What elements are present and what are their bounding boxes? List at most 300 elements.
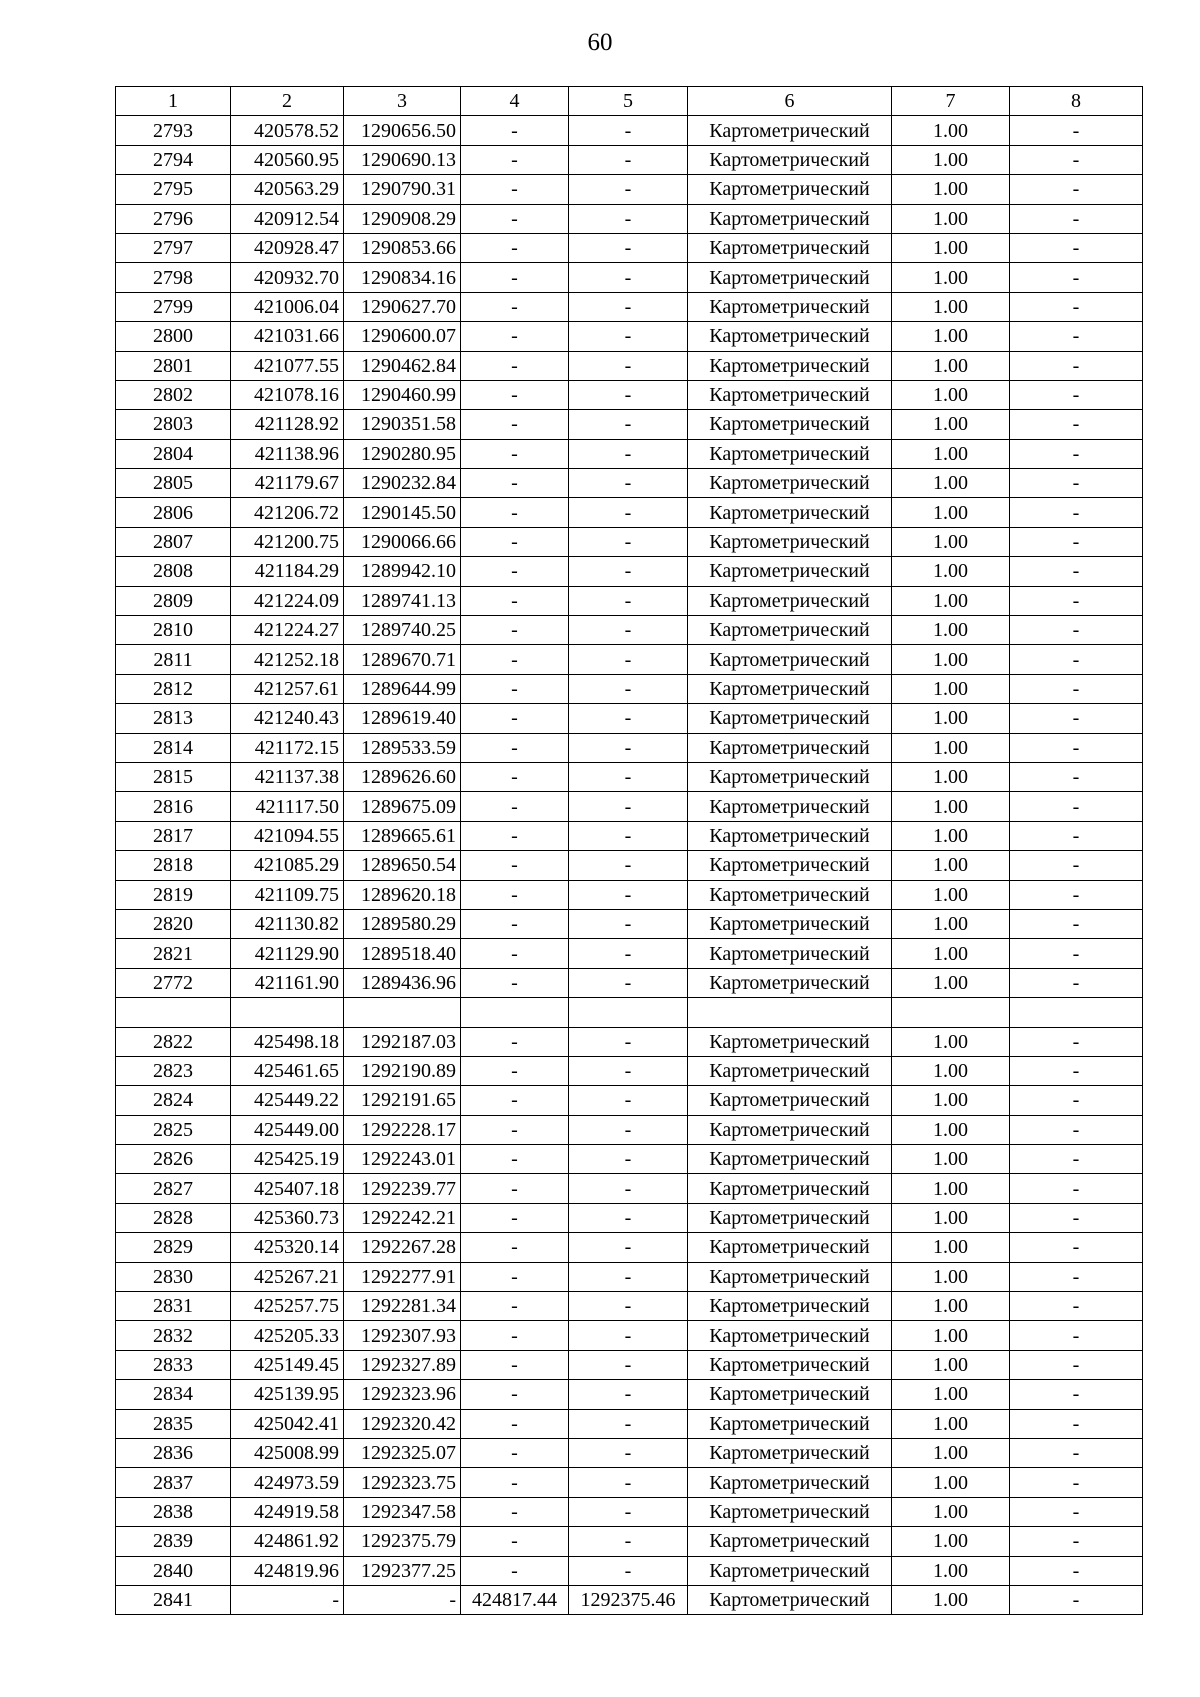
cell-description: - [1010, 704, 1143, 733]
cell-description: - [1010, 1174, 1143, 1203]
cell-point-number [116, 998, 231, 1027]
cell-x-coordinate-new: - [461, 616, 569, 645]
cell-point-number: 2817 [116, 821, 231, 850]
cell-description: - [1010, 1380, 1143, 1409]
cell-y-coordinate: 1289620.18 [344, 880, 461, 909]
table-row [116, 645, 1143, 674]
table-row [116, 733, 1143, 762]
cell-y-coordinate-new: - [569, 410, 688, 439]
page-number: 60 [587, 29, 613, 56]
cell-method: Картометрический [688, 1086, 892, 1115]
table-row [116, 1233, 1143, 1262]
table-row [116, 1527, 1143, 1556]
cell-x-coordinate-new: - [461, 410, 569, 439]
cell-accuracy: 1.00 [892, 1350, 1010, 1379]
cell-method: Картометрический [688, 821, 892, 850]
cell-accuracy: 1.00 [892, 116, 1010, 145]
cell-description: - [1010, 1115, 1143, 1144]
cell-method: Картометрический [688, 116, 892, 145]
cell-accuracy: 1.00 [892, 1174, 1010, 1203]
cell-y-coordinate: 1289580.29 [344, 909, 461, 938]
cell-description: - [1010, 1262, 1143, 1291]
cell-y-coordinate: 1292375.79 [344, 1527, 461, 1556]
cell-method: Картометрический [688, 292, 892, 321]
header-row [116, 87, 1143, 116]
cell-description: - [1010, 204, 1143, 233]
cell-y-coordinate-new: - [569, 1350, 688, 1379]
cell-accuracy: 1.00 [892, 939, 1010, 968]
cell-method: Картометрический [688, 557, 892, 586]
cell-description: - [1010, 1321, 1143, 1350]
cell-x-coordinate: 421129.90 [231, 939, 344, 968]
cell-x-coordinate-new: - [461, 851, 569, 880]
cell-method: Картометрический [688, 1380, 892, 1409]
cell-x-coordinate: 425320.14 [231, 1233, 344, 1262]
cell-accuracy: 1.00 [892, 498, 1010, 527]
cell-accuracy: 1.00 [892, 292, 1010, 321]
cell-accuracy: 1.00 [892, 1262, 1010, 1291]
cell-x-coordinate-new: - [461, 1556, 569, 1585]
table-row [116, 880, 1143, 909]
cell-description: - [1010, 1556, 1143, 1585]
cell-y-coordinate-new: - [569, 586, 688, 615]
cell-x-coordinate-new: - [461, 204, 569, 233]
cell-method: Картометрический [688, 645, 892, 674]
cell-point-number: 2798 [116, 263, 231, 292]
cell-x-coordinate: 420563.29 [231, 175, 344, 204]
table-row [116, 410, 1143, 439]
cell-point-number: 2799 [116, 292, 231, 321]
cell-accuracy: 1.00 [892, 733, 1010, 762]
table-row [116, 1203, 1143, 1232]
cell-description: - [1010, 1497, 1143, 1526]
cell-y-coordinate-new: - [569, 792, 688, 821]
cell-y-coordinate-new: - [569, 1321, 688, 1350]
cell-x-coordinate: 421184.29 [231, 557, 344, 586]
cell-accuracy: 1.00 [892, 469, 1010, 498]
table-row [116, 1585, 1143, 1614]
cell-x-coordinate: 421085.29 [231, 851, 344, 880]
cell-y-coordinate: 1289942.10 [344, 557, 461, 586]
cell-x-coordinate-new: - [461, 1468, 569, 1497]
cell-y-coordinate-new: - [569, 674, 688, 703]
cell-y-coordinate: 1289644.99 [344, 674, 461, 703]
cell-description: - [1010, 116, 1143, 145]
cell-description: - [1010, 1438, 1143, 1467]
cell-accuracy: 1.00 [892, 175, 1010, 204]
table-row [116, 821, 1143, 850]
cell-y-coordinate: 1289675.09 [344, 792, 461, 821]
cell-point-number: 2803 [116, 410, 231, 439]
cell-x-coordinate-new: - [461, 351, 569, 380]
cell-x-coordinate: 420578.52 [231, 116, 344, 145]
cell-method: Картометрический [688, 733, 892, 762]
cell-method: Картометрический [688, 1174, 892, 1203]
cell-y-coordinate-new: - [569, 1438, 688, 1467]
cell-point-number: 2830 [116, 1262, 231, 1291]
cell-x-coordinate: 421179.67 [231, 469, 344, 498]
cell-x-coordinate-new: - [461, 439, 569, 468]
cell-method: Картометрический [688, 1556, 892, 1585]
cell-x-coordinate-new: - [461, 1115, 569, 1144]
cell-description: - [1010, 939, 1143, 968]
cell-x-coordinate: 425139.95 [231, 1380, 344, 1409]
cell-point-number: 2811 [116, 645, 231, 674]
cell-y-coordinate-new: - [569, 968, 688, 997]
cell-description: - [1010, 821, 1143, 850]
cell-method: Картометрический [688, 145, 892, 174]
cell-point-number: 2813 [116, 704, 231, 733]
table-row [116, 351, 1143, 380]
cell-description: - [1010, 1027, 1143, 1056]
cell-x-coordinate: 425257.75 [231, 1292, 344, 1321]
cell-y-coordinate-new: - [569, 527, 688, 556]
cell-x-coordinate: 421031.66 [231, 322, 344, 351]
cell-y-coordinate-new: - [569, 880, 688, 909]
cell-method: Картометрический [688, 175, 892, 204]
cell-point-number: 2797 [116, 233, 231, 262]
cell-accuracy: 1.00 [892, 1086, 1010, 1115]
cell-point-number: 2815 [116, 762, 231, 791]
cell-x-coordinate-new: - [461, 527, 569, 556]
cell-point-number: 2822 [116, 1027, 231, 1056]
column-header: 8 [1010, 87, 1143, 116]
cell-method: Картометрический [688, 762, 892, 791]
cell-y-coordinate-new: - [569, 851, 688, 880]
cell-y-coordinate: 1290460.99 [344, 380, 461, 409]
cell-x-coordinate-new: - [461, 1262, 569, 1291]
cell-x-coordinate-new: - [461, 380, 569, 409]
cell-point-number: 2809 [116, 586, 231, 615]
cell-accuracy: 1.00 [892, 1233, 1010, 1262]
cell-description: - [1010, 645, 1143, 674]
cell-description: - [1010, 322, 1143, 351]
cell-y-coordinate-new: - [569, 939, 688, 968]
cell-y-coordinate-new: - [569, 1262, 688, 1291]
cell-x-coordinate: 421109.75 [231, 880, 344, 909]
column-header: 5 [569, 87, 688, 116]
cell-accuracy: 1.00 [892, 1292, 1010, 1321]
cell-accuracy: 1.00 [892, 586, 1010, 615]
cell-accuracy: 1.00 [892, 322, 1010, 351]
cell-point-number: 2824 [116, 1086, 231, 1115]
table-row [116, 616, 1143, 645]
cell-y-coordinate-new: - [569, 1056, 688, 1085]
coordinates-table [115, 86, 1143, 1615]
cell-accuracy: 1.00 [892, 527, 1010, 556]
cell-y-coordinate-new: - [569, 204, 688, 233]
cell-x-coordinate-new: - [461, 1527, 569, 1556]
cell-x-coordinate: 425498.18 [231, 1027, 344, 1056]
cell-description: - [1010, 410, 1143, 439]
cell-y-coordinate: 1290280.95 [344, 439, 461, 468]
cell-method [688, 998, 892, 1027]
cell-method: Картометрический [688, 1203, 892, 1232]
cell-accuracy: 1.00 [892, 1497, 1010, 1526]
cell-description: - [1010, 233, 1143, 262]
cell-y-coordinate: 1292325.07 [344, 1438, 461, 1467]
cell-method: Картометрический [688, 1027, 892, 1056]
table-row [116, 1262, 1143, 1291]
cell-y-coordinate: 1292323.96 [344, 1380, 461, 1409]
cell-accuracy: 1.00 [892, 1027, 1010, 1056]
cell-method: Картометрический [688, 1262, 892, 1291]
cell-point-number: 2807 [116, 527, 231, 556]
table-row [116, 968, 1143, 997]
column-header: 7 [892, 87, 1010, 116]
cell-x-coordinate-new: - [461, 1292, 569, 1321]
cell-y-coordinate-new: - [569, 821, 688, 850]
table-row [116, 116, 1143, 145]
cell-method: Картометрический [688, 1438, 892, 1467]
cell-method: Картометрический [688, 1585, 892, 1614]
cell-method: Картометрический [688, 469, 892, 498]
cell-x-coordinate: 425205.33 [231, 1321, 344, 1350]
cell-y-coordinate: 1289518.40 [344, 939, 461, 968]
table-row [116, 380, 1143, 409]
cell-y-coordinate-new: - [569, 645, 688, 674]
cell-x-coordinate: 421224.09 [231, 586, 344, 615]
table-row [116, 1027, 1143, 1056]
cell-x-coordinate [231, 998, 344, 1027]
table-row [116, 1497, 1143, 1526]
cell-x-coordinate: 421257.61 [231, 674, 344, 703]
cell-x-coordinate-new: - [461, 1321, 569, 1350]
cell-method: Картометрический [688, 1468, 892, 1497]
table-row [116, 1438, 1143, 1467]
cell-description: - [1010, 263, 1143, 292]
cell-x-coordinate: 421137.38 [231, 762, 344, 791]
cell-description: - [1010, 1233, 1143, 1262]
cell-method: Картометрический [688, 674, 892, 703]
cell-description: - [1010, 292, 1143, 321]
table-row [116, 1056, 1143, 1085]
cell-method: Картометрический [688, 851, 892, 880]
cell-y-coordinate-new: - [569, 762, 688, 791]
cell-y-coordinate: 1289740.25 [344, 616, 461, 645]
cell-y-coordinate: - [344, 1585, 461, 1614]
cell-accuracy: 1.00 [892, 380, 1010, 409]
cell-y-coordinate: 1292327.89 [344, 1350, 461, 1379]
cell-description: - [1010, 1468, 1143, 1497]
cell-y-coordinate-new: 1292375.46 [569, 1585, 688, 1614]
cell-x-coordinate: 420560.95 [231, 145, 344, 174]
cell-point-number: 2831 [116, 1292, 231, 1321]
cell-point-number: 2805 [116, 469, 231, 498]
cell-accuracy: 1.00 [892, 1585, 1010, 1614]
cell-method: Картометрический [688, 204, 892, 233]
cell-y-coordinate: 1292377.25 [344, 1556, 461, 1585]
cell-accuracy: 1.00 [892, 909, 1010, 938]
cell-description: - [1010, 557, 1143, 586]
cell-accuracy: 1.00 [892, 1203, 1010, 1232]
cell-y-coordinate-new: - [569, 909, 688, 938]
cell-description: - [1010, 498, 1143, 527]
cell-description: - [1010, 674, 1143, 703]
table-row [116, 1380, 1143, 1409]
cell-description: - [1010, 1145, 1143, 1174]
cell-description: - [1010, 1527, 1143, 1556]
cell-accuracy: 1.00 [892, 439, 1010, 468]
cell-x-coordinate-new: - [461, 1438, 569, 1467]
cell-x-coordinate: 424919.58 [231, 1497, 344, 1526]
column-header: 3 [344, 87, 461, 116]
cell-point-number: 2838 [116, 1497, 231, 1526]
cell-y-coordinate-new: - [569, 1233, 688, 1262]
cell-x-coordinate: 425008.99 [231, 1438, 344, 1467]
table-row [116, 1350, 1143, 1379]
table-row [116, 998, 1143, 1027]
cell-description: - [1010, 145, 1143, 174]
cell-accuracy: 1.00 [892, 821, 1010, 850]
cell-method: Картометрический [688, 1350, 892, 1379]
cell-y-coordinate-new: - [569, 1409, 688, 1438]
cell-x-coordinate: 425449.22 [231, 1086, 344, 1115]
cell-method: Картометрический [688, 792, 892, 821]
cell-x-coordinate-new: - [461, 1380, 569, 1409]
cell-x-coordinate-new [461, 998, 569, 1027]
cell-point-number: 2804 [116, 439, 231, 468]
cell-accuracy: 1.00 [892, 645, 1010, 674]
cell-x-coordinate: 425425.19 [231, 1145, 344, 1174]
cell-description: - [1010, 1086, 1143, 1115]
table-row [116, 851, 1143, 880]
cell-x-coordinate-new: - [461, 880, 569, 909]
table-row [116, 204, 1143, 233]
cell-method: Картометрический [688, 1497, 892, 1526]
cell-x-coordinate-new: - [461, 909, 569, 938]
cell-point-number: 2814 [116, 733, 231, 762]
cell-method: Картометрический [688, 939, 892, 968]
cell-x-coordinate-new: - [461, 498, 569, 527]
cell-x-coordinate-new: - [461, 1174, 569, 1203]
table-row [116, 498, 1143, 527]
cell-accuracy: 1.00 [892, 1321, 1010, 1350]
cell-x-coordinate-new: - [461, 586, 569, 615]
cell-x-coordinate: 425267.21 [231, 1262, 344, 1291]
cell-method: Картометрический [688, 233, 892, 262]
table-row [116, 939, 1143, 968]
cell-description: - [1010, 733, 1143, 762]
column-header: 4 [461, 87, 569, 116]
cell-y-coordinate-new: - [569, 322, 688, 351]
cell-y-coordinate-new: - [569, 1292, 688, 1321]
cell-method: Картометрический [688, 351, 892, 380]
table-row [116, 792, 1143, 821]
column-header: 1 [116, 87, 231, 116]
cell-x-coordinate: 425461.65 [231, 1056, 344, 1085]
cell-x-coordinate: 421078.16 [231, 380, 344, 409]
cell-x-coordinate: 420912.54 [231, 204, 344, 233]
cell-y-coordinate: 1289619.40 [344, 704, 461, 733]
cell-description: - [1010, 1203, 1143, 1232]
cell-description: - [1010, 586, 1143, 615]
cell-accuracy: 1.00 [892, 1380, 1010, 1409]
cell-y-coordinate-new: - [569, 557, 688, 586]
cell-method: Картометрический [688, 498, 892, 527]
cell-accuracy: 1.00 [892, 616, 1010, 645]
cell-y-coordinate-new: - [569, 1556, 688, 1585]
cell-x-coordinate: 425360.73 [231, 1203, 344, 1232]
cell-x-coordinate-new: - [461, 263, 569, 292]
cell-x-coordinate-new: - [461, 939, 569, 968]
table-row [116, 1468, 1143, 1497]
cell-point-number: 2836 [116, 1438, 231, 1467]
cell-x-coordinate: 424819.96 [231, 1556, 344, 1585]
cell-accuracy: 1.00 [892, 1468, 1010, 1497]
cell-x-coordinate: 421077.55 [231, 351, 344, 380]
table-row [116, 1115, 1143, 1144]
cell-point-number: 2840 [116, 1556, 231, 1585]
cell-accuracy: 1.00 [892, 762, 1010, 791]
cell-description: - [1010, 1350, 1143, 1379]
cell-description: - [1010, 1292, 1143, 1321]
cell-y-coordinate: 1292323.75 [344, 1468, 461, 1497]
table-row [116, 1556, 1143, 1585]
cell-point-number: 2833 [116, 1350, 231, 1379]
cell-y-coordinate-new: - [569, 469, 688, 498]
cell-y-coordinate: 1290690.13 [344, 145, 461, 174]
cell-accuracy: 1.00 [892, 704, 1010, 733]
cell-y-coordinate: 1289665.61 [344, 821, 461, 850]
table-row [116, 1174, 1143, 1203]
cell-accuracy: 1.00 [892, 557, 1010, 586]
cell-description: - [1010, 380, 1143, 409]
cell-y-coordinate-new: - [569, 145, 688, 174]
cell-method: Картометрический [688, 1056, 892, 1085]
cell-y-coordinate: 1292347.58 [344, 1497, 461, 1526]
cell-x-coordinate-new: - [461, 1409, 569, 1438]
cell-x-coordinate-new: - [461, 469, 569, 498]
cell-y-coordinate-new: - [569, 175, 688, 204]
table-row [116, 1409, 1143, 1438]
cell-method: Картометрический [688, 968, 892, 997]
cell-point-number: 2837 [116, 1468, 231, 1497]
cell-method: Картометрический [688, 1233, 892, 1262]
cell-x-coordinate: 421240.43 [231, 704, 344, 733]
cell-x-coordinate: 420932.70 [231, 263, 344, 292]
cell-y-coordinate: 1290656.50 [344, 116, 461, 145]
cell-description: - [1010, 351, 1143, 380]
cell-x-coordinate-new: - [461, 1203, 569, 1232]
cell-x-coordinate-new: - [461, 1086, 569, 1115]
cell-point-number: 2819 [116, 880, 231, 909]
cell-point-number: 2835 [116, 1409, 231, 1438]
cell-method: Картометрический [688, 263, 892, 292]
cell-x-coordinate: 421117.50 [231, 792, 344, 821]
cell-accuracy: 1.00 [892, 1115, 1010, 1144]
cell-point-number: 2841 [116, 1585, 231, 1614]
cell-accuracy: 1.00 [892, 263, 1010, 292]
cell-point-number: 2827 [116, 1174, 231, 1203]
cell-x-coordinate-new: - [461, 674, 569, 703]
cell-x-coordinate-new: - [461, 1233, 569, 1262]
cell-x-coordinate-new: 424817.44 [461, 1585, 569, 1614]
cell-y-coordinate: 1289650.54 [344, 851, 461, 880]
cell-x-coordinate-new: - [461, 175, 569, 204]
cell-description: - [1010, 909, 1143, 938]
cell-description [1010, 998, 1143, 1027]
cell-y-coordinate: 1289436.96 [344, 968, 461, 997]
cell-y-coordinate: 1292239.77 [344, 1174, 461, 1203]
cell-accuracy [892, 998, 1010, 1027]
cell-description: - [1010, 527, 1143, 556]
cell-y-coordinate: 1289670.71 [344, 645, 461, 674]
cell-x-coordinate: 421006.04 [231, 292, 344, 321]
cell-y-coordinate: 1292307.93 [344, 1321, 461, 1350]
cell-x-coordinate-new: - [461, 1056, 569, 1085]
cell-y-coordinate: 1290908.29 [344, 204, 461, 233]
